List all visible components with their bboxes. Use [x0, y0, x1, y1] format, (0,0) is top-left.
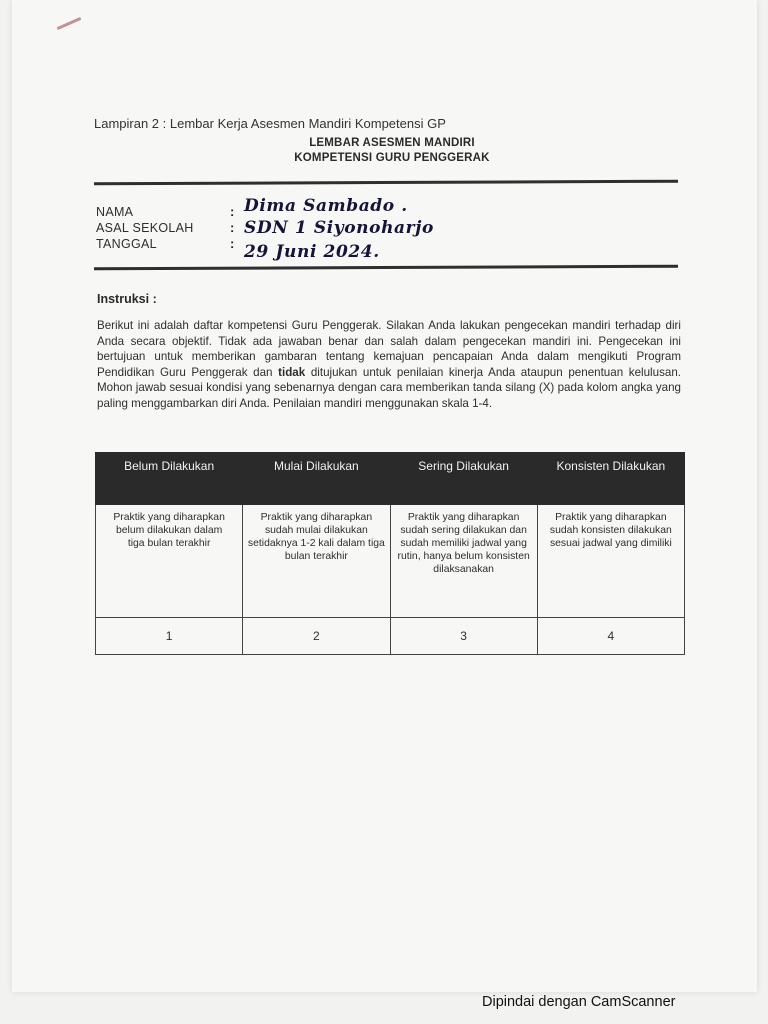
scale-score-row	[96, 618, 685, 655]
instructions-bold-word: tidak	[278, 365, 306, 379]
scale-header-mulai: Mulai Dilakukan	[243, 453, 390, 505]
camscanner-watermark: Dipindai dengan CamScanner	[482, 994, 676, 1010]
scale-description-row	[96, 505, 685, 618]
scale-description-4: Praktik yang diharapkan sudah konsisten dilakukan sesuai jadwal yang dimiliki	[537, 505, 684, 618]
scale-description-2: Praktik yang diharapkan sudah mulai dilakukan setidaknya 1-2 kali dalam tiga bulan terakhir	[243, 505, 390, 618]
instructions-heading: Instruksi :	[97, 292, 157, 306]
handwritten-name: Dima Sambado .	[244, 196, 408, 216]
scale-header-row	[96, 453, 685, 505]
scale-description-1: Praktik yang diharapkan belum dilakukan dalam tiga bulan terakhir	[96, 505, 243, 618]
instructions-text-part-1: Berikut ini adalah daftar kompetensi Guru Penggerak. Silakan Anda lakukan pengecekan mandiri terhadap diri Anda secara objektif. Tidak ada jawaban benar dan salah dalam pengecekan mandiri ini. Pengecekan ini bertujuan untuk memberikan gambaran tentang kemajuan pencapaian Anda dalam mengikuti Program Pendidikan Guru Penggerak dan	[97, 319, 681, 379]
scale-score-4: 4	[537, 618, 684, 655]
document-title-line-1: LEMBAR ASESMEN MANDIRI	[309, 137, 475, 149]
field-label-asal-sekolah: ASAL SEKOLAH	[96, 221, 194, 235]
rating-scale-table	[95, 452, 685, 655]
field-label-tanggal: TANGGAL	[96, 237, 157, 251]
field-colon-tanggal: :	[230, 236, 235, 251]
pen-stroke-mark	[57, 17, 82, 30]
scale-score-3: 3	[390, 618, 537, 655]
attachment-label: Lampiran 2 : Lembar Kerja Asesmen Mandiri Kompetensi GP	[94, 116, 446, 131]
field-colon-asal-sekolah: :	[230, 220, 235, 235]
handwritten-date: 29 Juni 2024.	[244, 242, 380, 262]
scale-score-1: 1	[96, 618, 243, 655]
scale-description-3: Praktik yang diharapkan sudah sering dilakukan dan sudah memiliki jadwal yang rutin, hanya belum konsisten dilaksanakan	[390, 505, 537, 618]
scale-header-konsisten: Konsisten Dilakukan	[537, 453, 684, 505]
scale-header-sering: Sering Dilakukan	[390, 453, 537, 505]
scale-header-belum: Belum Dilakukan	[96, 453, 243, 505]
field-colon-nama: :	[230, 204, 235, 219]
document-title-line-2: KOMPETENSI GURU PENGGERAK	[294, 152, 490, 164]
instructions-text-part-2: ditujukan untuk penilaian kinerja Anda ataupun penentuan kelulusan. Mohon jawab sesuai kondisi yang sebenarnya dengan cara memberikan tanda silang (X) pada kolom angka yang paling menggambarkan diri Anda. Penilaian mandiri menggunakan skala 1-4.	[97, 365, 681, 410]
instructions-body	[97, 318, 681, 412]
handwritten-school: SDN 1 Siyonoharjo	[244, 218, 434, 238]
field-label-nama: NAMA	[96, 205, 134, 219]
scale-score-2: 2	[243, 618, 390, 655]
